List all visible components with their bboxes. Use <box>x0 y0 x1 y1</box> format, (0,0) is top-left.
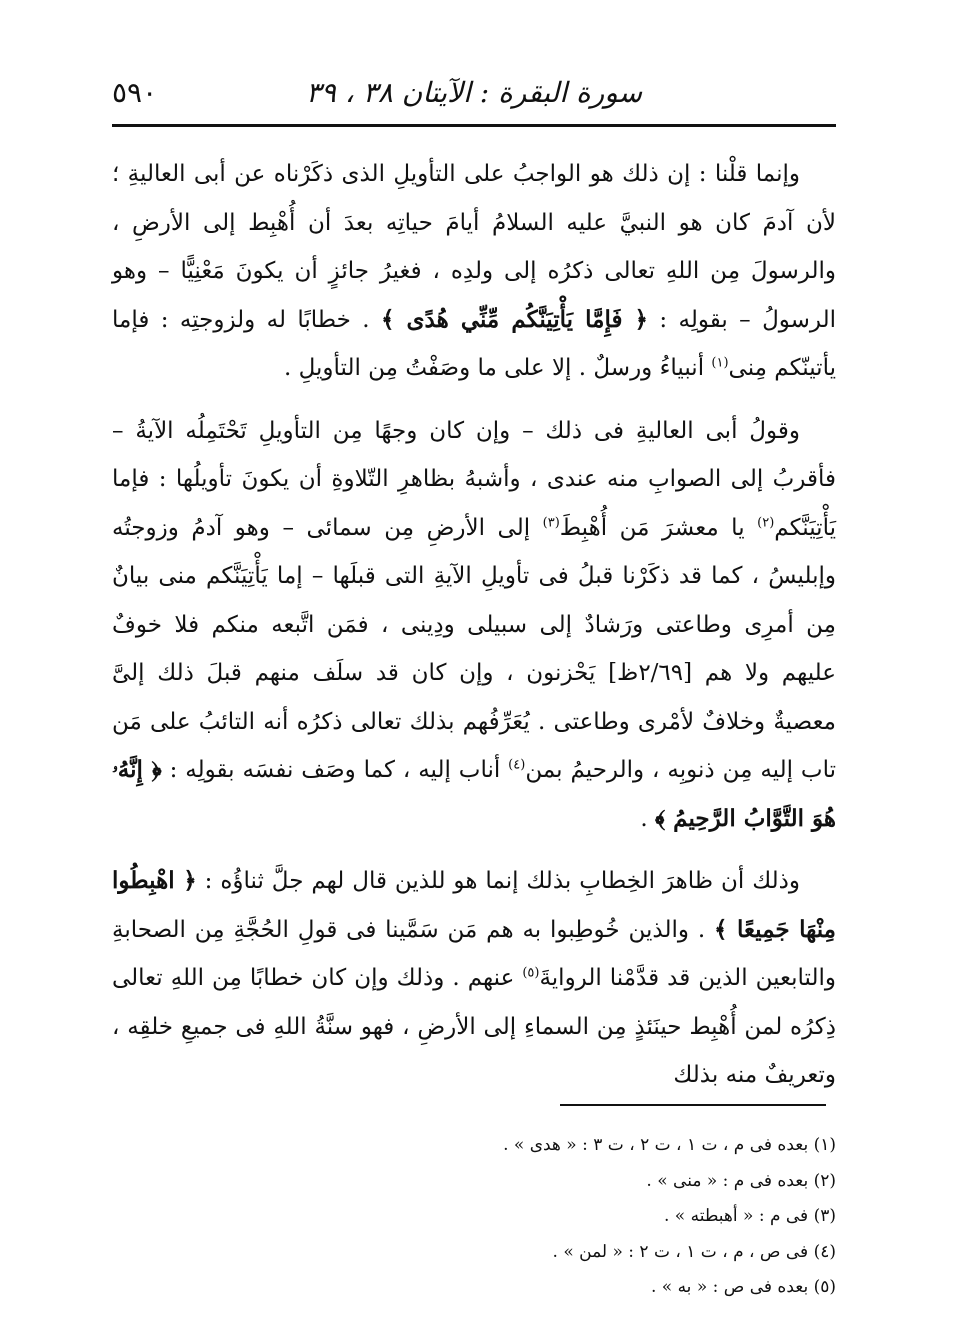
paragraph-3 <box>112 857 836 1100</box>
paragraph-2 <box>112 407 836 844</box>
footnote-5: (٥) بعده فى ص : « به » . <box>650 1277 836 1297</box>
main-text <box>112 150 836 1114</box>
text-run: وإنما قلْنا : إن ذلك هو الواجبُ على التأويلِ الذى ذكَرْناه عن أبى العاليةِ ؛ لأن آدمَ كان هو النبيَّ عليه السلامُ أيامَ حياتِه بعدَ أن أُهْبِط إلى الأرضِ ، والرسولَ مِن اللهِ تعالى ذكرُه إلى ولدِه ، فغيرُ جائزٍ أن يكونَ مَعْنِيًّا – وهو الرسولُ – بقولِه : <box>112 161 837 333</box>
text-run: يَحْزنون ، وإن كان قد سلَف منهم قبلَ ذلك إلىَّ معصيةٌ وخلافٌ لأمْرى وطاعتى . يُعَرِّفُهم بذلك تعالى ذكرُه أنه التائبُ على مَن تاب إليه مِن ذنوبِه ، والرحيمُ بمن <box>112 660 836 783</box>
footnote-marker-3[interactable]: (٣) <box>542 514 560 530</box>
paragraph-1 <box>112 150 836 393</box>
footnotes <box>112 1128 836 1306</box>
quran-quote: ﴿ إِنَّهُۥ هُوَ التَّوَّابُ الرَّحِيمُ ﴾ <box>112 756 836 832</box>
footnote-marker-5[interactable]: (٥) <box>522 965 540 981</box>
footnote-2: (٢) بعده فى م : « منى » . <box>646 1170 836 1191</box>
header-divider <box>112 124 836 127</box>
text-run: أنبياءُ ورسلٌ . إلا على ما وصَفْتُ مِن التأويلِ . <box>283 355 712 381</box>
text-run: عنهم . وذلك وإن كان خطابًا مِن اللهِ تعالى ذِكرُه لمن أُهْبِط حينَئذٍ مِن السماءِ إلى الأرضِ ، فهو سنَّةُ اللهِ فى جميعِ خلقِه ، وتعريفٌ منه بذلك <box>112 965 836 1088</box>
text-run: . والذين خُوطِبوا به هم مَن سَمَّينا فى قولِ الحُجَّةِ مِن الصحابةِ والتابعين الذين قد قدَّمْنا الروايةَ <box>112 916 836 991</box>
text-run: يا معشرَ مَن أُهْبِطَ <box>559 514 758 541</box>
text-run: إلى الأرضِ مِن سمائى – وهو آدمُ وزوجتُه وإبليسُ ، كما قد ذكَرْنا قبلُ فى تأويلِ الآيةِ التى قبلَها – إما يَأْتِيَنَّكم منى بيانٌ مِن أمرِى وطاعتى ورَشادٌ إلى سبيلى ودِينى ، فمَن اتَّبعه منكم فلا خوفٌ عليهم ولا هم <box>112 514 836 686</box>
volume-page-reference: [٢/٦٩ظ] <box>608 660 693 686</box>
quran-quote: ﴿ فَإِمَّا يَأْتِيَنَّكُم مِّنِّي هُدًى ﴾ <box>380 305 649 333</box>
footnote-3: (٣) فى م : « أهبطته » . <box>663 1206 836 1226</box>
footnote-marker-4[interactable]: (٤) <box>508 757 526 773</box>
footnote-1: (١) بعده فى م ، ت ١ ، ت ٢ ، ت ٣ : « هدى » . <box>503 1135 836 1155</box>
page-header <box>112 70 836 122</box>
text-run: . خطابًا له ولزوجتِه : فإما يأتينّكم مِنى <box>112 306 836 381</box>
footnote-marker-2[interactable]: (٢) <box>757 514 775 530</box>
text-run: وذلك أن ظاهرَ الخِطابِ بذلك إنما هو للذين قال لهم جلَّ ثناؤُه : <box>196 868 800 894</box>
running-title: سورة البقرة : الآيتان ٣٨ ، ٣٩ <box>305 76 643 109</box>
footnote-divider <box>560 1104 826 1106</box>
text-run: أناب إليه ، كما وصَف نفسَه بقولِه : <box>161 757 509 783</box>
text-run: . <box>640 805 655 832</box>
quran-quote: ﴿ اهْبِطُوا مِنْهَا جَمِيعًا ﴾ <box>112 867 836 943</box>
page-number: ٥٩٠ <box>112 76 158 109</box>
footnote-4: (٤) فى ص ، م ، ت ١ ، ت ٢ : « لمن » . <box>552 1241 836 1262</box>
text-run: وقولُ أبى العاليةِ فى ذلك – وإن كان وجهًا مِن التأويلِ تَحْتَمِلُه الآيةُ – فأقربُ إلى الصوابِ منه عندى ، وأشبهُ بظاهرِ التّلاوةِ أن يكونَ تأويلُها : فإما يَأْتِيَنَّكم <box>112 417 836 541</box>
footnote-marker-1[interactable]: (١) <box>711 355 729 371</box>
